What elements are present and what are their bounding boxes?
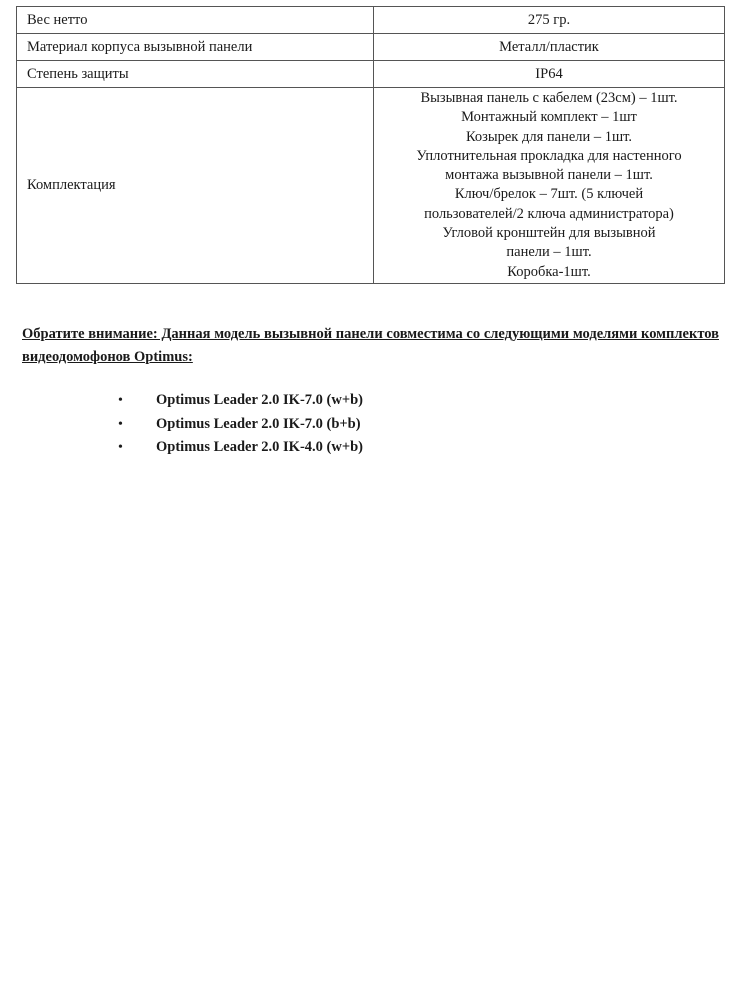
kit-line: панели – 1шт. [506, 244, 592, 261]
model-name: Optimus Leader 2.0 IK-7.0 (b+b) [156, 415, 361, 432]
kit-line: Монтажный комплект – 1шт [461, 109, 637, 126]
kit-line: Ключ/брелок – 7шт. (5 ключей [454, 186, 644, 203]
bullet-icon: • [118, 440, 123, 455]
kit-line: Коробка-1шт. [507, 263, 591, 280]
list-item [112, 413, 363, 437]
compatibility-notice: Обратите внимание: Данная модель вызывной панели совместима со следующими моделями комплектов видеодомофонов Optimus: [22, 326, 719, 365]
kit-line: Вызывная панель с кабелем (23см) – 1шт. [420, 90, 678, 106]
table-row [17, 61, 725, 88]
table-row-kit [17, 88, 725, 284]
model-name: Optimus Leader 2.0 IK-4.0 (w+b) [156, 439, 363, 455]
kit-line: Уплотнительная прокладка для настенного [416, 147, 682, 164]
kit-label: Комплектация [17, 88, 374, 284]
row-label: Материал корпуса вызывной панели [17, 34, 374, 61]
row-value: 275 гр. [374, 7, 725, 34]
bullet-icon: • [118, 393, 123, 408]
bullet-icon: • [118, 416, 123, 432]
table-row [17, 7, 725, 34]
specifications-table [16, 6, 725, 284]
kit-line: пользователей/2 ключа администратора) [424, 205, 674, 222]
kit-line: Козырек для панели – 1шт. [465, 128, 633, 145]
table-row [17, 34, 725, 61]
row-label: Степень защиты [17, 61, 374, 88]
list-item [112, 389, 363, 413]
row-label: Вес нетто [17, 7, 374, 34]
model-name: Optimus Leader 2.0 IK-7.0 (w+b) [156, 392, 363, 408]
kit-line: Угловой кронштейн для вызывной [442, 225, 656, 242]
row-value: IP64 [374, 61, 725, 88]
list-item [112, 436, 363, 460]
row-value: Металл/пластик [374, 34, 725, 61]
compatible-models-list [112, 389, 363, 460]
kit-contents [374, 88, 725, 284]
kit-line: монтажа вызывной панели – 1шт. [445, 167, 653, 184]
